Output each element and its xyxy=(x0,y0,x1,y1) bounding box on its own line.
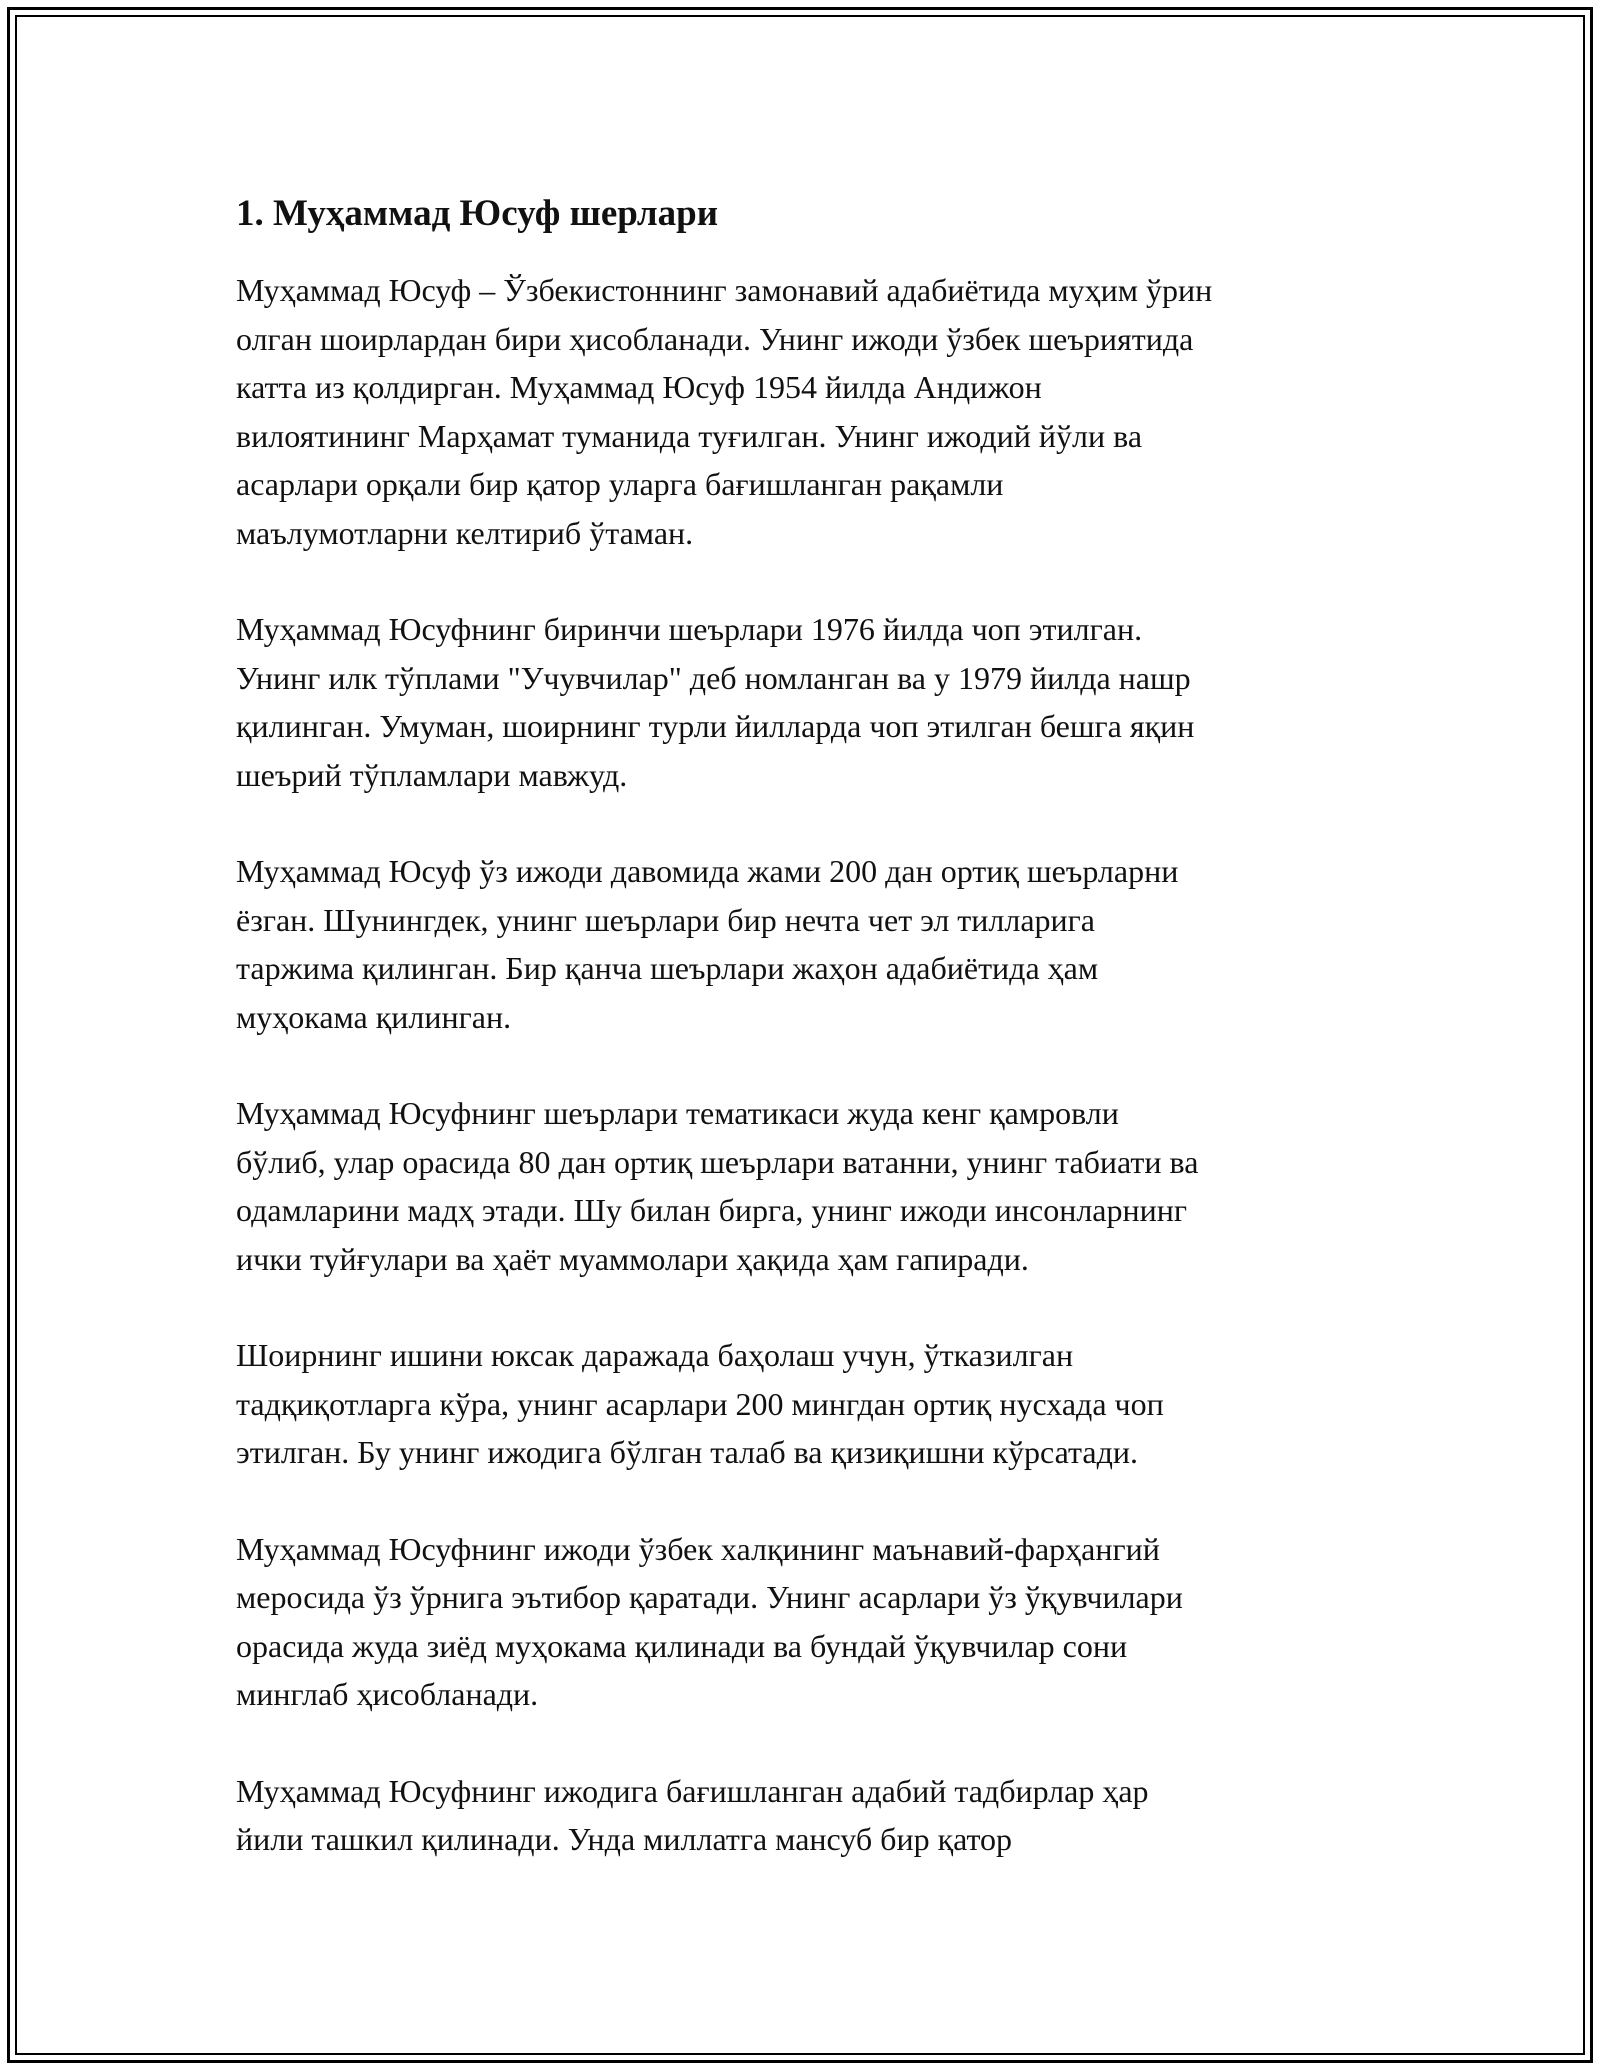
paragraph-line: ички туйғулари ва ҳаёт муаммолари ҳақида ҳам гапиради. xyxy=(236,1240,1029,1277)
paragraph-line: меросида ўз ўрнига эътибор қаратади. Унинг асарлари ўз ўқувчилари xyxy=(236,1579,1183,1615)
paragraph-line: тадқиқотларга кўра, унинг асарлари 200 мингдан ортиқ нусхада чоп xyxy=(236,1385,1164,1422)
body-paragraph xyxy=(236,1331,1396,1477)
paragraph-line: олган шоирлардан бири ҳисобланади. Унинг ижоди ўзбек шеъриятида xyxy=(236,320,1194,357)
paragraph-line: минглаб ҳисобланади. xyxy=(236,1676,539,1712)
paragraph-line: Муҳаммад Юсуфнинг биринчи шеърлари 1976 йилда чоп этилган. xyxy=(236,611,1143,647)
paragraph-line: Муҳаммад Юсуфнинг ижодига бағишланган адабий тадбирлар ҳар xyxy=(236,1772,1149,1809)
paragraph-line: маълумотларни келтириб ўтаман. xyxy=(236,514,694,551)
paragraph-line: бўлиб, улар орасида 80 дан ортиқ шеърлари ватанни, унинг табиати ва xyxy=(236,1143,1199,1180)
body-paragraph xyxy=(236,605,1396,799)
body-paragraph xyxy=(236,1767,1396,1864)
paragraph-list xyxy=(236,266,1396,1864)
body-paragraph xyxy=(236,1525,1396,1719)
paragraph-line: Унинг илк тўплами "Учувчилар" деб номланган ва у 1979 йилда нашр xyxy=(236,659,1191,696)
paragraph-line: ёзган. Шунингдек, унинг шеърлари бир нечта чет эл тилларига xyxy=(236,901,1095,938)
paragraph-line: таржима қилинган. Бир қанча шеърлари жаҳон адабиётида ҳам xyxy=(236,950,1099,986)
paragraph-line: Шоирнинг ишини юксак даражада баҳолаш учун, ўтказилган xyxy=(236,1337,1074,1373)
section-heading: 1. Муҳаммад Юсуф шерлари xyxy=(236,193,719,234)
paragraph-line: этилган. Бу унинг ижодига бўлган талаб ва қизиқишни кўрсатади. xyxy=(236,1434,1138,1470)
paragraph-line: орасида жуда зиёд муҳокама қилинади ва бундай ўқувчилар сони xyxy=(236,1627,1128,1664)
body-paragraph xyxy=(236,1089,1396,1283)
paragraph-line: катта из қолдирган. Муҳаммад Юсуф 1954 йилда Андижон xyxy=(236,369,1042,405)
paragraph-line: қилинган. Умуман, шоирнинг турли йилларда чоп этилган бешга яқин xyxy=(236,708,1195,744)
paragraph-line: Муҳаммад Юсуф – Ўзбекистоннинг замонавий адабиётида муҳим ўрин xyxy=(236,272,1213,308)
body-paragraph xyxy=(236,266,1396,557)
paragraph-line: вилоятининг Марҳамат туманида туғилган. Унинг ижодий йўли ва xyxy=(236,417,1143,454)
paragraph-line: асарлари орқали бир қатор уларга бағишланган рақамли xyxy=(236,466,1004,502)
document-body xyxy=(236,188,1396,1912)
paragraph-line: Муҳаммад Юсуфнинг ижоди ўзбек халқининг маънавий-фарҳангий xyxy=(236,1530,1160,1567)
paragraph-line: Муҳаммад Юсуф ўз ижоди давомида жами 200 дан ортиқ шеърларни xyxy=(236,853,1179,889)
body-paragraph xyxy=(236,847,1396,1041)
paragraph-line: муҳокама қилинган. xyxy=(236,998,512,1035)
paragraph-line: йили ташкил қилинади. Унда миллатга мансуб бир қатор xyxy=(236,1821,1013,1857)
paragraph-line: одамларини мадҳ этади. Шу билан бирга, унинг ижоди инсонларнинг xyxy=(236,1192,1187,1228)
paragraph-line: Муҳаммад Юсуфнинг шеърлари тематикаси жуда кенг қамровли xyxy=(236,1095,1119,1131)
paragraph-line: шеърий тўпламлари мавжуд. xyxy=(236,756,628,793)
